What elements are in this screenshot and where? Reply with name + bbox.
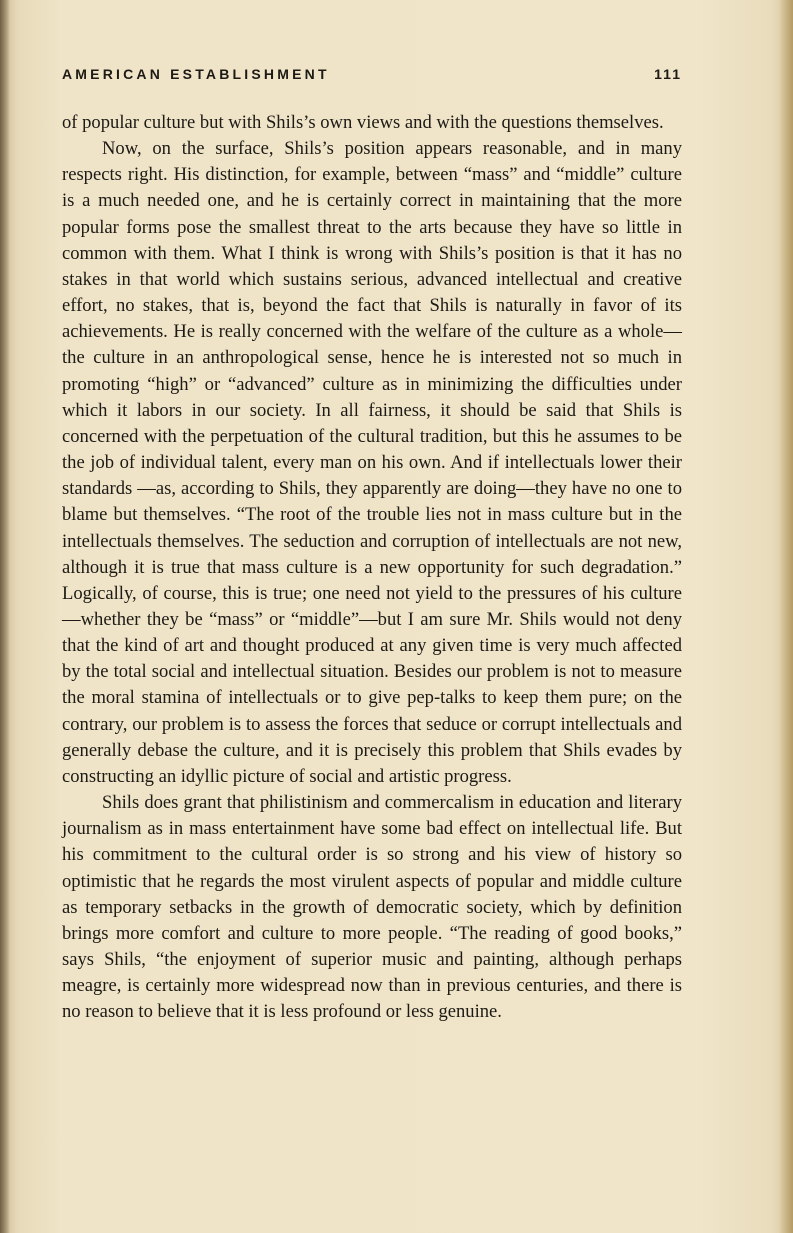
- paragraph-2: Now, on the surface, Shils’s position appears reasonable, and in many respects right. His distinction, for example, between “mass” and “middle” culture is a much needed one, and he is certainly correct in maintaining that the more popular forms pose the smallest threat to the arts because they have so little in common with them. What I think is wrong with Shils’s position is that it has no stakes in that world which sustains serious, advanced intellectual and creative effort, no stakes, that is, beyond the fact that Shils is naturally in favor of its achievements. He is really concerned with the welfare of the culture as a whole—the culture in an anthropological sense, hence he is interested not so much in promoting “high” or “advanced” culture as in minimizing the difficulties under which it labors in our society. In all fairness, it should be said that Shils is concerned with the perpetuation of the cultural tradition, but this he assumes to be the job of individual talent, every man on his own. And if intellectuals lower their standards —as, according to Shils, they apparently are doing—they have no one to blame but themselves. “The root of the trouble lies not in mass culture but in the intellectuals themselves. The seduction and corruption of intellectuals are not new, although it is true that mass culture is a new opportunity for such degradation.” Logically, of course, this is true; one need not yield to the pressures of his culture—whether they be “mass” or “middle”—but I am sure Mr. Shils would not deny that the kind of art and thought produced at any given time is very much affected by the total social and intellectual situation. Besides our problem is not to measure the moral stamina of intellectuals or to give pep-talks to keep them pure; on the contrary, our problem is to assess the forces that seduce or corrupt intellectuals and generally debase the culture, and it is precisely this problem that Shils evades by constructing an idyllic picture of social and artistic progress.: [62, 138, 682, 787]
- page-binding-edge: [0, 0, 10, 1233]
- running-head: [62, 66, 682, 88]
- page-number: 111: [654, 66, 682, 82]
- running-head-title: AMERICAN ESTABLISHMENT: [62, 66, 330, 82]
- paragraph-continued: of popular culture but with Shils’s own views and with the questions themselves.: [62, 112, 664, 133]
- paragraph-3: Shils does grant that philistinism and commercalism in education and literary journalism as in mass entertainment have some bad effect on intellectual life. But his commitment to the cultural order is so strong and his view of history so optimistic that he regards the most virulent aspects of popular and middle culture as temporary setbacks in the growth of democratic society, which by definition brings more comfort and culture to more people. “The reading of good books,” says Shils, “the enjoyment of superior music and painting, although perhaps meagre, is certainly more widespread now than in previous centuries, and there is no reason to believe that it is less profound or less genuine.: [62, 792, 682, 1023]
- body-text: [62, 110, 682, 1025]
- page-right-edge: [779, 0, 793, 1233]
